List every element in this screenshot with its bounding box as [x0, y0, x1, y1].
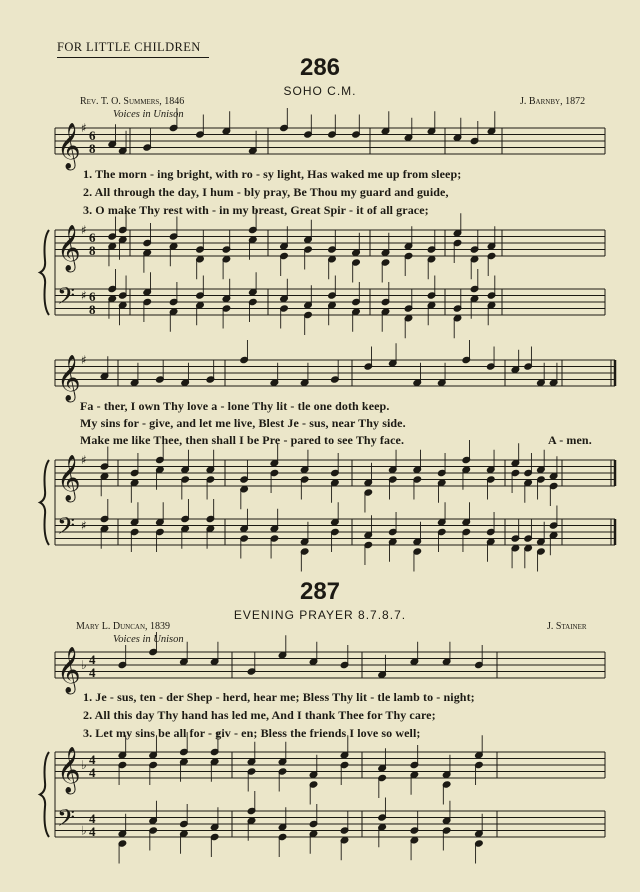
time-sig-numerator: 6 — [89, 128, 96, 143]
treble-clef-icon: 𝄞 — [57, 355, 81, 401]
time-sig-denominator: 4 — [89, 824, 96, 839]
bass-clef-icon: 𝄢 — [57, 804, 76, 837]
bass-clef-icon: 𝄢 — [57, 282, 76, 315]
treble-clef-icon: 𝄞 — [57, 123, 81, 169]
hymn-286-s2-verse-2: My sins for - give, and let me live, Blest Je - sus, near Thy side. — [80, 416, 406, 430]
hymn-286-s1-verse-1: 1. The morn - ing bright, with ro - sy light, Has waked me up from sleep; — [83, 167, 462, 181]
hymn-286-s1-verse-2: 2. All through the day, I hum - bly pray, Be Thou my guard and guide, — [83, 185, 449, 199]
hymn-286-s2-verse-1: Fa - ther, I own Thy love a - lone Thy lit - tle one doth keep. — [80, 399, 390, 413]
bass-clef-icon: 𝄢 — [57, 512, 76, 545]
hymn-286-tune: SOHO C.M. — [283, 84, 357, 98]
time-sig-denominator: 8 — [89, 302, 96, 317]
time-sig-numerator: 4 — [89, 811, 96, 826]
sharp-icon: ♯ — [81, 353, 87, 367]
flat-icon: ♭ — [81, 658, 87, 672]
hymn-287-number: 287 — [299, 578, 341, 605]
sharp-icon: ♯ — [81, 288, 87, 303]
hymn-286-words-credit: Rev. T. O. Summers, 1846 — [80, 96, 185, 107]
hymn-286-number: 286 — [299, 54, 341, 81]
time-sig-denominator: 4 — [89, 665, 96, 680]
time-sig-numerator: 6 — [89, 230, 96, 245]
brace-icon — [40, 752, 49, 837]
time-sig-numerator: 4 — [89, 752, 96, 767]
sharp-icon: ♯ — [81, 518, 87, 533]
section-header: FOR LITTLE CHILDREN — [57, 40, 201, 54]
brace-icon — [40, 460, 49, 545]
sharp-icon: ♯ — [81, 453, 87, 467]
hymn-286-voicing: Voices in Unison — [113, 109, 184, 120]
hymn-287-verse-2: 2. All this day Thy hand has led me, And I thank Thee for Thy care; — [83, 708, 436, 722]
time-sig-numerator: 4 — [89, 652, 96, 667]
hymn-286-s2-verse-3: Make me like Thee, then shall I be Pre - pared to see Thy face. — [80, 433, 405, 447]
hymn-287-music-credit: J. Stainer — [547, 621, 587, 632]
hymn-286-music-credit: J. Barnby, 1872 — [520, 96, 586, 107]
treble-clef-icon: 𝄞 — [57, 747, 81, 793]
treble-clef-icon: 𝄞 — [57, 225, 81, 271]
brace-icon — [40, 230, 49, 315]
treble-clef-icon: 𝄞 — [57, 455, 81, 501]
hymn-287-voicing: Voices in Unison — [113, 634, 184, 645]
treble-clef-icon: 𝄞 — [57, 647, 81, 693]
hymn-286-s1-verse-3: 3. O make Thy rest with - in my breast, Great Spir - it of all grace; — [83, 203, 429, 217]
hymn-287-tune: EVENING PRAYER 8.7.8.7. — [233, 608, 407, 622]
sharp-icon: ♯ — [81, 121, 87, 135]
time-sig-denominator: 8 — [89, 141, 96, 156]
flat-icon: ♭ — [81, 758, 87, 772]
sharp-icon: ♯ — [81, 223, 87, 237]
time-sig-denominator: 4 — [89, 765, 96, 780]
flat-icon: ♭ — [81, 823, 87, 838]
hymn-287-words-credit: Mary L. Duncan, 1839 — [76, 621, 171, 632]
time-sig-denominator: 8 — [89, 243, 96, 258]
hymn-286-amen: A - men. — [548, 433, 592, 447]
hymn-287-verse-3: 3. Let my sins be all for - giv - en; Bless the friends I love so well; — [83, 726, 421, 740]
time-sig-numerator: 6 — [89, 289, 96, 304]
hymn-287-verse-1: 1. Je - sus, ten - der Shep - herd, hear me; Bless Thy lit - tle lamb to - night; — [83, 690, 475, 704]
